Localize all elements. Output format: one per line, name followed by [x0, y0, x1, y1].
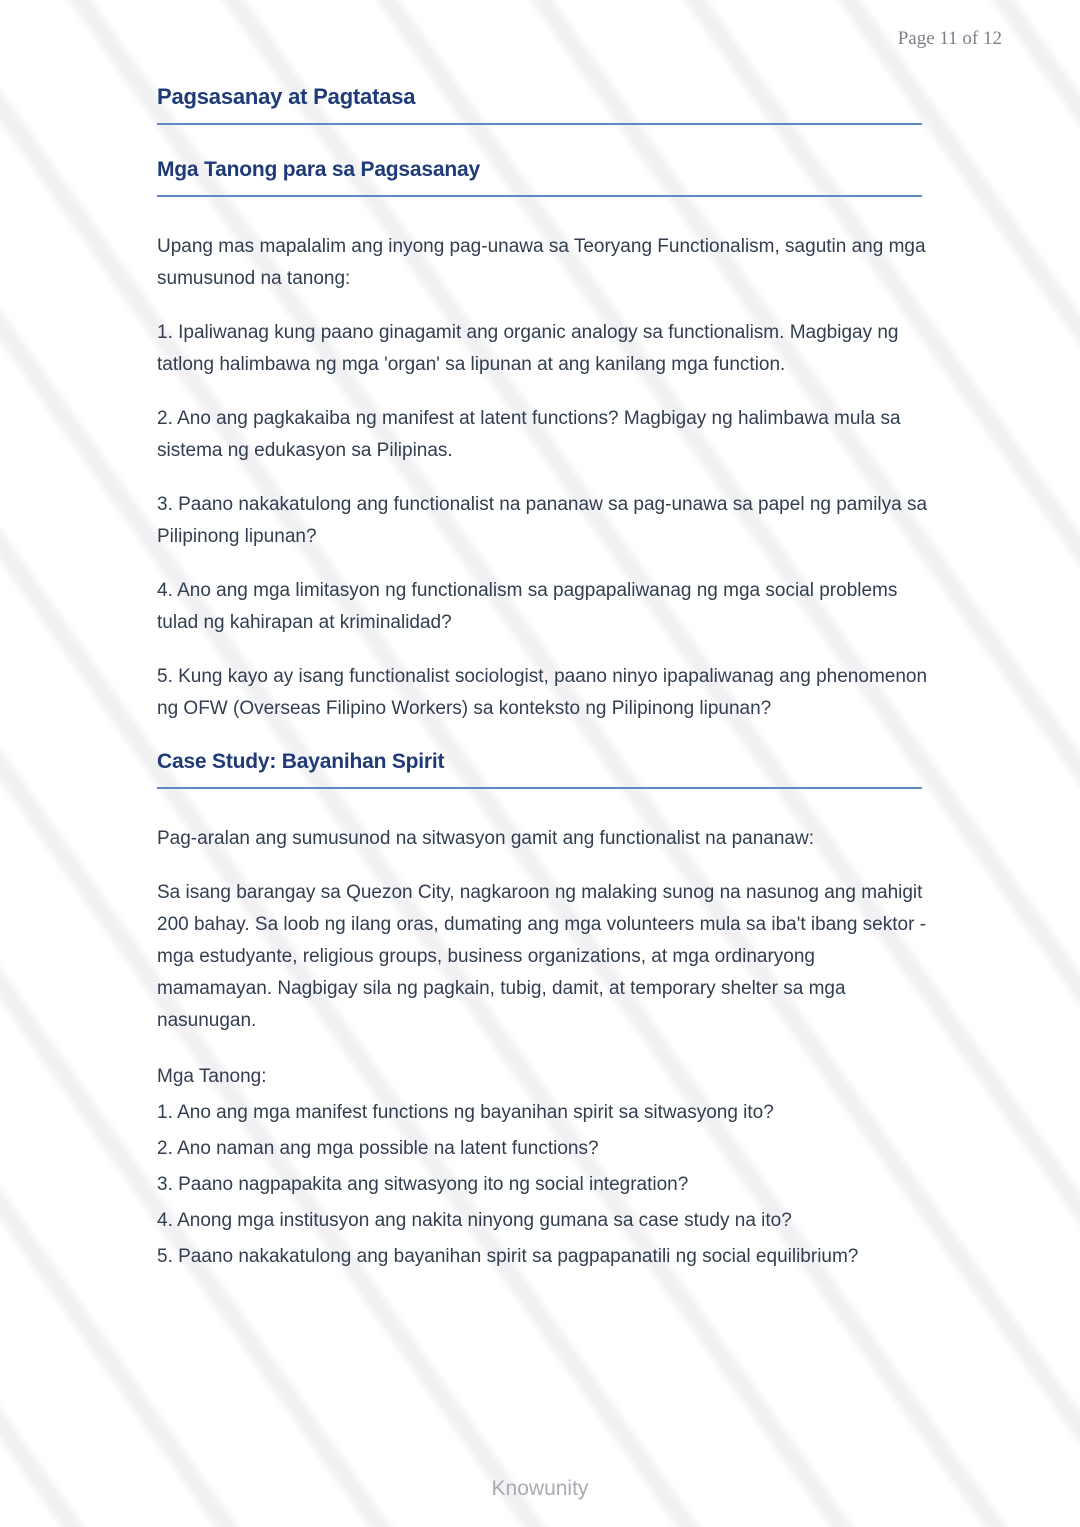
- section-title-pagsasanay: Pagsasanay at Pagtatasa: [157, 84, 416, 109]
- section-title-case-study: Case Study: Bayanihan Spirit: [157, 750, 445, 773]
- exercise-question-4: 4. Ano ang mga limitasyon ng functionalism sa pagpapaliwanag ng mga social problems tulad ng kahirapan at kriminalidad?: [157, 580, 898, 633]
- case-question-3: 3. Paano nagpapakita ang sitwasyong ito ng social integration?: [157, 1174, 689, 1195]
- page-number: Page 11 of 12: [897, 28, 1002, 49]
- exercise-question-2: 2. Ano ang pagkakaiba ng manifest at latent functions? Magbigay ng halimbawa mula sa sistema ng edukasyon sa Pilipinas.: [157, 408, 901, 461]
- case-study-questions: [157, 1059, 935, 1275]
- exercise-question-3: 3. Paano nakakatulong ang functionalist na pananaw sa pag-unawa sa papel ng pamilya sa Pilipinong lipunan?: [157, 494, 928, 547]
- footer-brand: Knowunity: [491, 1477, 589, 1500]
- section-title-mga-tanong: Mga Tanong para sa Pagsasanay: [157, 158, 480, 181]
- case-questions-label: Mga Tanong:: [157, 1066, 267, 1087]
- case-question-2: 2. Ano naman ang mga possible na latent functions?: [157, 1138, 599, 1159]
- case-question-1: 1. Ano ang mga manifest functions ng bayanihan spirit sa sitwasyong ito?: [157, 1102, 774, 1123]
- section-heading-pagsasanay: [157, 84, 922, 125]
- exercise-question-5: 5. Kung kayo ay isang functionalist sociologist, paano ninyo ipapaliwanag ang phenomenon ng OFW (Overseas Filipino Workers) sa konteksto ng Pilipinong lipunan?: [157, 666, 928, 719]
- case-question-4: 4. Anong mga institusyon ang nakita ninyong gumana sa case study na ito?: [157, 1210, 792, 1231]
- section-heading-mga-tanong: [157, 157, 922, 197]
- questions-intro-paragraph: Upang mas mapalalim ang inyong pag-unawa sa Teoryang Functionalism, sagutin ang mga sumusunod na tanong:: [157, 236, 926, 289]
- section-heading-case-study: [157, 749, 922, 789]
- case-study-lead: Pag-aralan ang sumusunod na sitwasyon gamit ang functionalist na pananaw:: [157, 828, 814, 849]
- case-study-body: Sa isang barangay sa Quezon City, nagkaroon ng malaking sunog na nasunog ang mahigit 200 bahay. Sa loob ng ilang oras, dumating ang mga volunteers mula sa iba't ibang sektor - mga estudyante, religious groups, business organizations, at mga ordinaryong mamamayan. Nagbigay sila ng pagkain, tubig, damit, at temporary shelter sa mga nasunugan.: [157, 882, 927, 1031]
- exercise-question-1: 1. Ipaliwanag kung paano ginagamit ang organic analogy sa functionalism. Magbigay ng tatlong halimbawa ng mga 'organ' sa lipunan at ang kanilang mga function.: [157, 322, 899, 375]
- case-question-5: 5. Paano nakakatulong ang bayanihan spirit sa pagpapanatili ng social equilibrium?: [157, 1246, 859, 1267]
